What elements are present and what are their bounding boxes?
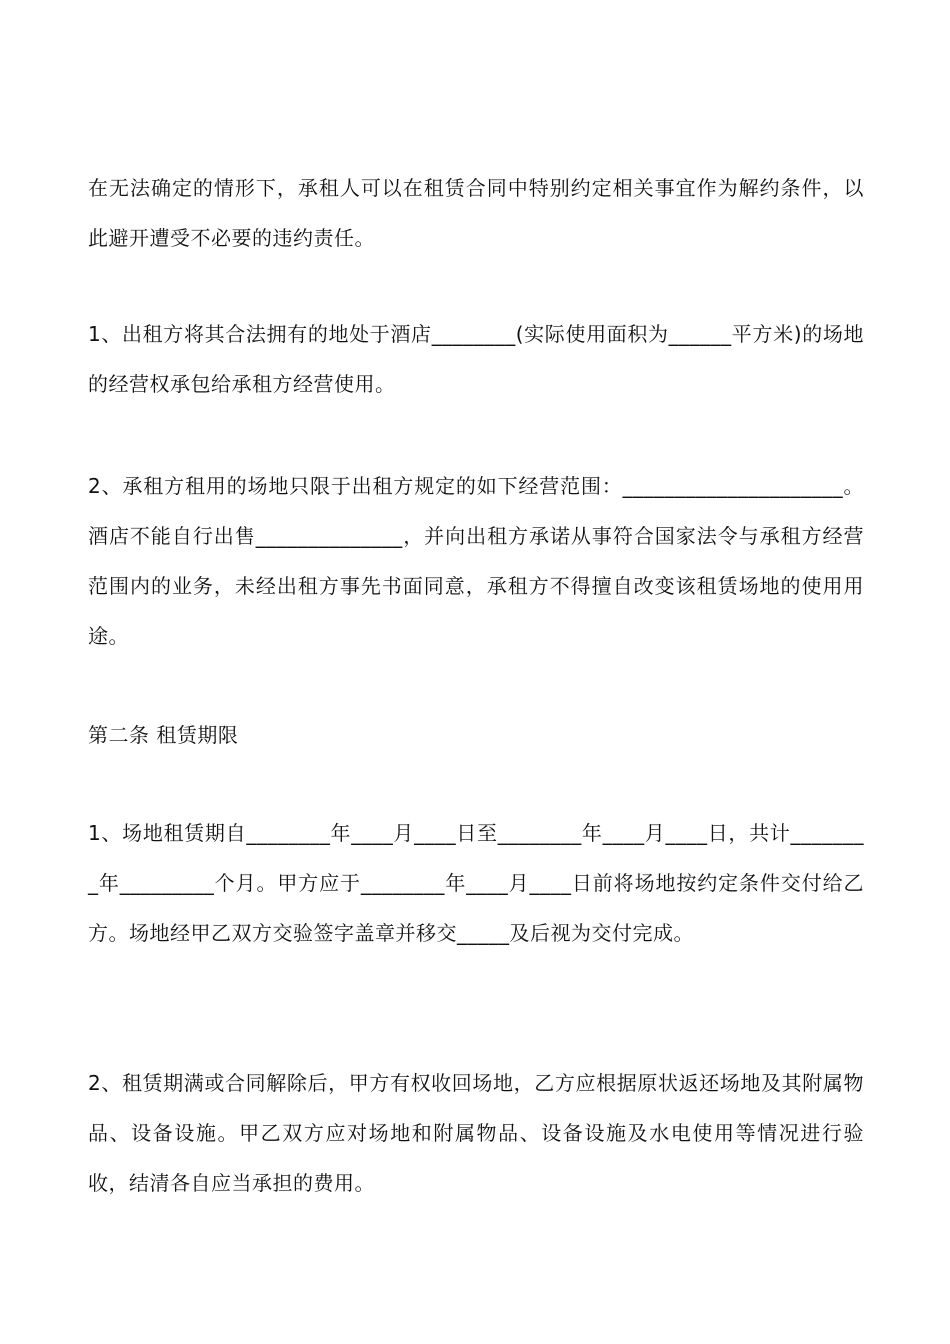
clause-lease-period: 1、场地租赁期自________年____月____日至________年____月____日，共计________年_________个月。甲方应于________年____月____日前将场地按约定条件交付给乙方。场地经甲乙双方交验签字盖章并移交_____及后视为交付完成。 <box>88 821 864 945</box>
paragraph-termination-condition: 在无法确定的情形下，承租人可以在租赁合同中特别约定相关事宜作为解约条件，以此避开遭受不必要的违约责任。 <box>88 176 864 250</box>
section-heading-lease-term: 第二条 租赁期限 <box>88 723 239 747</box>
clause-2-business-scope: 2、承租方租用的场地只限于出租方规定的如下经营范围：_____________________。酒店不能自行出售______________，并向出租方承诺从事符合国家法令与承租方经营范围内的业务，未经出租方事先书面同意，承租方不得擅自改变该租赁场地的使用用途。 <box>88 474 864 648</box>
clause-lease-expiry: 2、租赁期满或合同解除后，甲方有权收回场地，乙方应根据原状返还场地及其附属物品、设备设施。甲乙双方应对场地和附属物品、设备设施及水电使用等情况进行验收，结清各自应当承担的费用。 <box>88 1071 864 1195</box>
clause-1-premises: 1、出租方将其合法拥有的地处于酒店________(实际使用面积为______平方米)的场地的经营权承包给承租方经营使用。 <box>88 322 864 396</box>
